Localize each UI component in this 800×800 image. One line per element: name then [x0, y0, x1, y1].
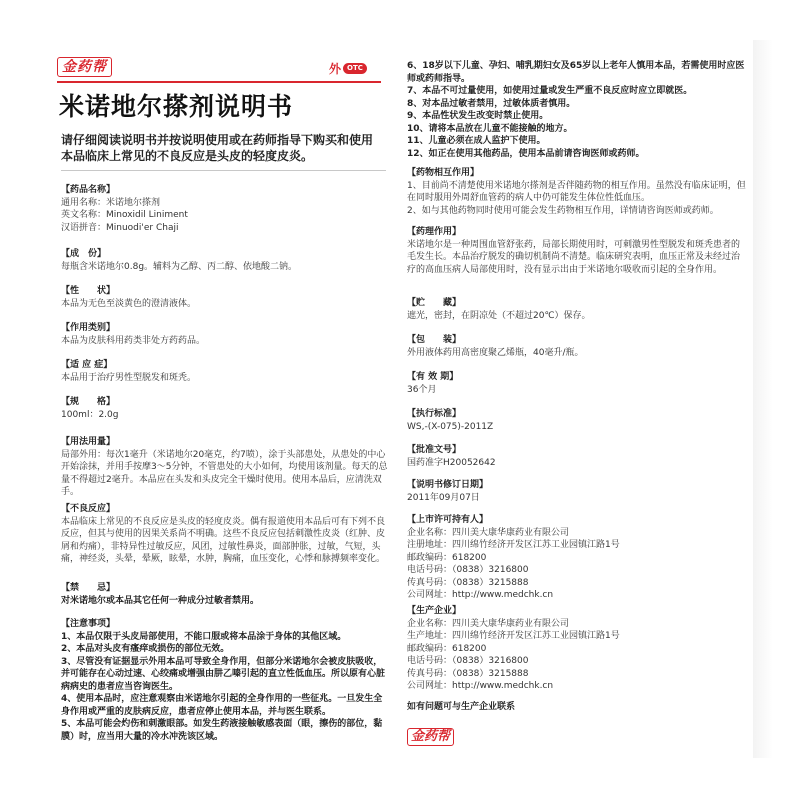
- section-heading: 【执行标准】: [407, 409, 462, 419]
- section-line: 3、尽管没有证据显示外用本品可导致全身作用，但部分米诺地尔会被皮肤吸收，并可能存在心动过速、心绞痛或增强由肼乙嗪引起的直立性低血压。所以原有心脏病病史的患者应当咨询医生。: [61, 656, 386, 692]
- section-line: 企业名称：四川美大康华康药业有限公司: [407, 618, 570, 629]
- section-heading: 【规 格】: [61, 397, 116, 407]
- section-heading: 【适 应 症】: [61, 360, 113, 370]
- leaflet-right-page: [402, 40, 753, 758]
- section-heading: 【成 份】: [61, 249, 107, 259]
- section-line: WS,-(X-075)-2011Z: [407, 421, 494, 432]
- section-heading: 【有 效 期】: [407, 372, 459, 382]
- section-heading: 【包 装】: [407, 335, 462, 345]
- contact-note: 如有问题可与生产企业联系: [407, 702, 516, 712]
- section-heading: 【药品名称】: [61, 185, 116, 195]
- section-pharmacology: [407, 226, 747, 276]
- section-heading: 【禁 忌】: [61, 583, 116, 593]
- section-category: [61, 322, 391, 347]
- section-line: 企业名称：四川美大康华康药业有限公司: [407, 527, 570, 538]
- section-expiry: [407, 371, 747, 396]
- section-approval-number: [407, 444, 747, 469]
- section-line: 英文名称：Minoxidil Liniment: [61, 210, 188, 220]
- section-heading: 【批准文号】: [407, 445, 462, 455]
- section-indications: [61, 359, 391, 384]
- section-line: 8、对本品过敏者禁用，过敏体质者慎用。: [407, 98, 576, 109]
- section-heading: 【生产企业】: [407, 606, 462, 616]
- page-edge-shadow: [753, 40, 773, 758]
- section-appearance: [61, 285, 391, 310]
- header-divider: [57, 81, 381, 83]
- section-line: 1、目前尚不清楚使用米诺地尔搽剂是否伴随药物的相互作用。虽然没有临床证明，但在同时服用外周舒血管药的病人中仍可能发生体位性低血压。: [407, 180, 746, 203]
- section-line: 4、使用本品时，应注意观察由米诺地尔引起的全身作用的一些征兆。一旦发生全身作用或严重的皮肤病反应，患者应停止使用本品，并与医生联系。: [61, 694, 383, 717]
- section-manufacturer: [407, 605, 747, 693]
- section-line: 公司网址：http://www.medchk.cn: [407, 590, 554, 600]
- intro-divider: [61, 170, 386, 171]
- section-heading: 【不良反应】: [61, 504, 116, 514]
- section-heading: 【药物相互作用】: [407, 168, 480, 178]
- section-line: 36个月: [407, 384, 437, 395]
- section-line: 1、本品仅限于头皮局部使用，不能口服或将本品涂于身体的其他区域。: [61, 631, 347, 642]
- otc-pill: OTC: [343, 63, 367, 74]
- section-heading: 【贮 藏】: [407, 298, 462, 308]
- section-line: 国药准字H20052642: [407, 457, 496, 468]
- brand-logo-footer: 金药帮: [407, 728, 454, 746]
- section-paragraph: 局部外用：每次1毫升（米诺地尔20毫克，约7喷），涂于头部患处，从患处的中心开始涂抹，并用手按摩3～5分钟，不管患处的大小如何，均使用该剂量。每天的总量不得超过2毫升。本品应在头发和头皮完全干燥时使用。使用本品后，应清洗双手。: [61, 449, 388, 497]
- section-interactions: [407, 167, 747, 217]
- section-contact-note: [407, 701, 747, 714]
- section-heading: 【上市许可持有人】: [407, 515, 489, 525]
- section-ingredients: [61, 248, 391, 273]
- section-line: 电话号码：（0838）3216800: [407, 656, 529, 666]
- section-line: 100ml：2.0g: [61, 409, 119, 420]
- otc-badge: [329, 60, 367, 77]
- section-specification: [61, 396, 391, 421]
- section-heading: 【性 状】: [61, 286, 116, 296]
- intro-warning: 请仔细阅读说明书并按说明使用或在药师指导下购买和使用 本品临床上常见的不良反应是头皮的轻度皮炎。: [61, 133, 374, 163]
- section-line: 6、18岁以下儿童、孕妇、哺乳期妇女及65岁以上老年人慎用本品，若需使用时应医师或药师指导。: [407, 61, 745, 84]
- section-dosage: [61, 436, 391, 499]
- section-line: 传真号码：（0838）3215888: [407, 668, 529, 679]
- section-heading: 【药理作用】: [407, 227, 462, 237]
- section-line: 公司网址：http://www.medchk.cn: [407, 681, 554, 691]
- section-line: 汉语拼音：Minuodi'er Chaji: [61, 222, 179, 233]
- section-line: 生产地址：四川绵竹经济开发区江苏工业园镇江路1号: [407, 631, 620, 641]
- section-line: 2011年09月07日: [407, 492, 480, 503]
- section-line: 2、本品对头皮有瘙痒或损伤的部位无效。: [61, 644, 230, 654]
- section-heading: 【作用类别】: [61, 323, 116, 333]
- section-line: 通用名称：米诺地尔搽剂: [61, 197, 161, 208]
- section-precautions-continued: [407, 60, 747, 160]
- section-drug-name: [61, 184, 391, 234]
- leaflet-left-page: [47, 40, 402, 758]
- section-line: 注册地址：四川绵竹经济开发区江苏工业园镇江路1号: [407, 540, 620, 550]
- section-line: 本品为皮肤科用药类非处方药药品。: [61, 335, 206, 346]
- section-heading: 【用法用量】: [61, 437, 116, 447]
- section-contraindications: [61, 582, 391, 607]
- section-heading: 【说明书修订日期】: [407, 480, 489, 490]
- section-line: 本品用于治疗男性型脱发和斑秃。: [61, 372, 197, 383]
- section-line: 本品为无色至淡黄色的澄清液体。: [61, 298, 197, 309]
- otc-external-mark: 外: [329, 62, 342, 76]
- section-line: 10、请将本品放在儿童不能接触的地方。: [407, 123, 573, 134]
- section-line: 11、儿童必须在成人监护下使用。: [407, 136, 546, 146]
- section-line: 12、如正在使用其他药品，使用本品前请咨询医师或药师。: [407, 148, 645, 159]
- section-line: 每瓶含米诺地尔0.8g。辅料为乙醇、丙二醇、依地酸二钠。: [61, 261, 298, 272]
- section-line: 传真号码：（0838）3215888: [407, 577, 529, 588]
- section-line: 5、本品可能会灼伤和刺激眼部。如发生药液接触敏感表面（眼，擦伤的部位，黏膜）时，应当用大量的冷水冲洗该区域。: [61, 719, 383, 742]
- section-precautions: [61, 618, 391, 743]
- section-license-holder: [407, 514, 747, 602]
- section-heading: 【注意事项】: [61, 619, 116, 629]
- section-line: 2、如与其他药物同时使用可能会发生药物相互作用，详情请咨询医师或药师。: [407, 205, 719, 216]
- page-title: 米诺地尔搽剂说明书: [59, 92, 294, 121]
- section-standard: [407, 408, 747, 433]
- section-packaging: [407, 334, 747, 359]
- section-line: 电话号码：（0838）3216800: [407, 565, 529, 575]
- section-line: 邮政编码：618200: [407, 643, 487, 654]
- section-paragraph: 米诺地尔是一种周围血管舒张药，局部长期使用时，可刺激男性型脱发和斑秃患者的毛发生长。本品治疗脱发的确切机制尚不清楚。临床研究表明，血压正常及未经过治疗的高血压病人局部使用时，没有显示出由于米诺地尔吸收而引起的全身作用。: [407, 239, 741, 275]
- brand-logo: 金药帮: [57, 57, 112, 77]
- section-line: 对米诺地尔或本品其它任何一种成分过敏者禁用。: [61, 595, 260, 606]
- section-line: 外用液体药用高密度聚乙烯瓶，40毫升/瓶。: [407, 347, 584, 358]
- section-line: 7、本品不可过量使用，如使用过量或发生严重不良反应时应立即就医。: [407, 86, 693, 96]
- section-line: 9、本品性状发生改变时禁止使用。: [407, 111, 549, 121]
- section-adverse-reactions: [61, 503, 391, 566]
- section-revision-date: [407, 479, 747, 504]
- section-line: 邮政编码：618200: [407, 552, 487, 563]
- section-line: 遮光，密封，在阴凉处（不超过20℃）保存。: [407, 310, 591, 321]
- section-paragraph: 本品临床上常见的不良反应是头皮的轻度皮炎。偶有报道使用本品后可有下列不良反应，但其与使用的因果关系尚不明确。这些不良反应包括刺激性皮炎（红肿、皮屑和灼痛），非特异性过敏反应，风团，过敏性鼻炎，面部肿胀，过敏，气短，头痛，神经炎，头晕，晕厥，眩晕，水肿，胸痛，血压变化，心悸和脉搏频率变化。: [61, 516, 386, 564]
- section-storage: [407, 297, 747, 322]
